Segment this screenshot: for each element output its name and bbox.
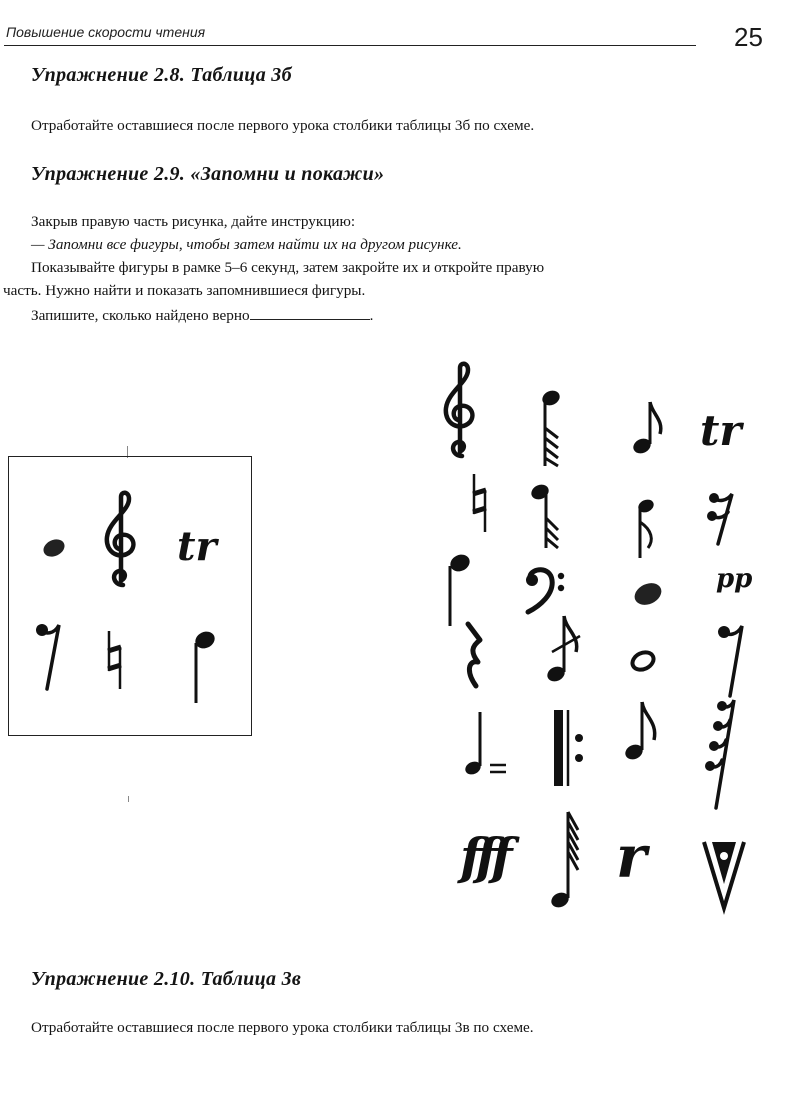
rinforzando-r-symbol: r — [616, 823, 647, 891]
eighth-note-down-icon — [634, 496, 660, 562]
exercise-2-8-title: Упражнение 2.8. Таблица 3б — [31, 64, 292, 86]
eighth-note-slash-icon — [544, 612, 584, 686]
instruction-line-1: Закрыв правую часть рисунка, дайте инструкцию: — [31, 213, 356, 230]
half-note-repeat-icon — [462, 710, 510, 780]
repeat-sign-icon — [550, 708, 590, 788]
sixty-fourth-rest-icon — [702, 696, 738, 812]
wedge-accent-icon — [698, 838, 750, 910]
running-head: Повышение скорости чтения — [6, 24, 206, 40]
instruction-line-3: Показывайте фигуры в рамке 5–6 секунд, затем закройте их и откройте правую — [31, 259, 545, 276]
fortississimo-symbol: fff — [460, 827, 507, 886]
trill-symbol: tr — [177, 523, 217, 570]
note-head-icon — [37, 533, 71, 563]
sixteenth-rest-icon — [706, 490, 736, 548]
pianissimo-symbol: pp — [716, 564, 753, 594]
record-prompt-end: . — [369, 307, 374, 324]
record-prompt: Запишите, сколько найдено верно — [31, 307, 250, 324]
natural-sign-icon — [470, 472, 490, 534]
instruction-line-5 — [31, 305, 373, 325]
page-number: 25 — [734, 22, 763, 52]
header-rule — [4, 45, 696, 46]
quarter-rest-icon — [460, 620, 488, 692]
answer-blank[interactable] — [250, 305, 370, 320]
scan-mark — [128, 796, 129, 802]
quarter-note-icon — [442, 550, 472, 630]
sixteenth-note-icon — [536, 388, 566, 470]
exercise-2-8-text: Отработайте оставшиеся после первого урока столбики таблицы 3б по схеме. — [31, 117, 535, 134]
eighth-rest-icon — [33, 619, 65, 693]
trill-symbol: tr — [700, 406, 742, 455]
note-head-icon — [628, 576, 668, 612]
whole-note-icon — [626, 646, 660, 676]
sixteenth-note-down-icon — [530, 482, 564, 552]
exercise-2-9-title: Упражнение 2.9. «Запомни и покажи» — [31, 163, 385, 185]
instruction-quote: — Запомни все фигуры, чтобы затем найти их на другом рисунке. — [31, 236, 462, 253]
treble-clef-icon — [99, 489, 141, 589]
eighth-note-icon — [630, 398, 664, 458]
exercise-2-10-text: Отработайте оставшиеся после первого урока столбики таблицы 3в по схеме. — [31, 1019, 534, 1036]
sixty-fourth-note-icon — [548, 808, 582, 912]
quarter-note-icon — [187, 627, 219, 707]
eighth-note-icon — [622, 698, 658, 764]
exercise-2-10-title: Упражнение 2.10. Таблица 3в — [31, 968, 302, 990]
natural-sign-icon — [105, 629, 125, 691]
eighth-rest-icon — [716, 622, 746, 700]
treble-clef-icon — [438, 360, 480, 460]
instruction-line-4: часть. Нужно найти и показать запомнившиеся фигуры. — [3, 282, 366, 299]
memorize-frame — [8, 456, 252, 736]
bass-clef-icon — [524, 566, 568, 616]
